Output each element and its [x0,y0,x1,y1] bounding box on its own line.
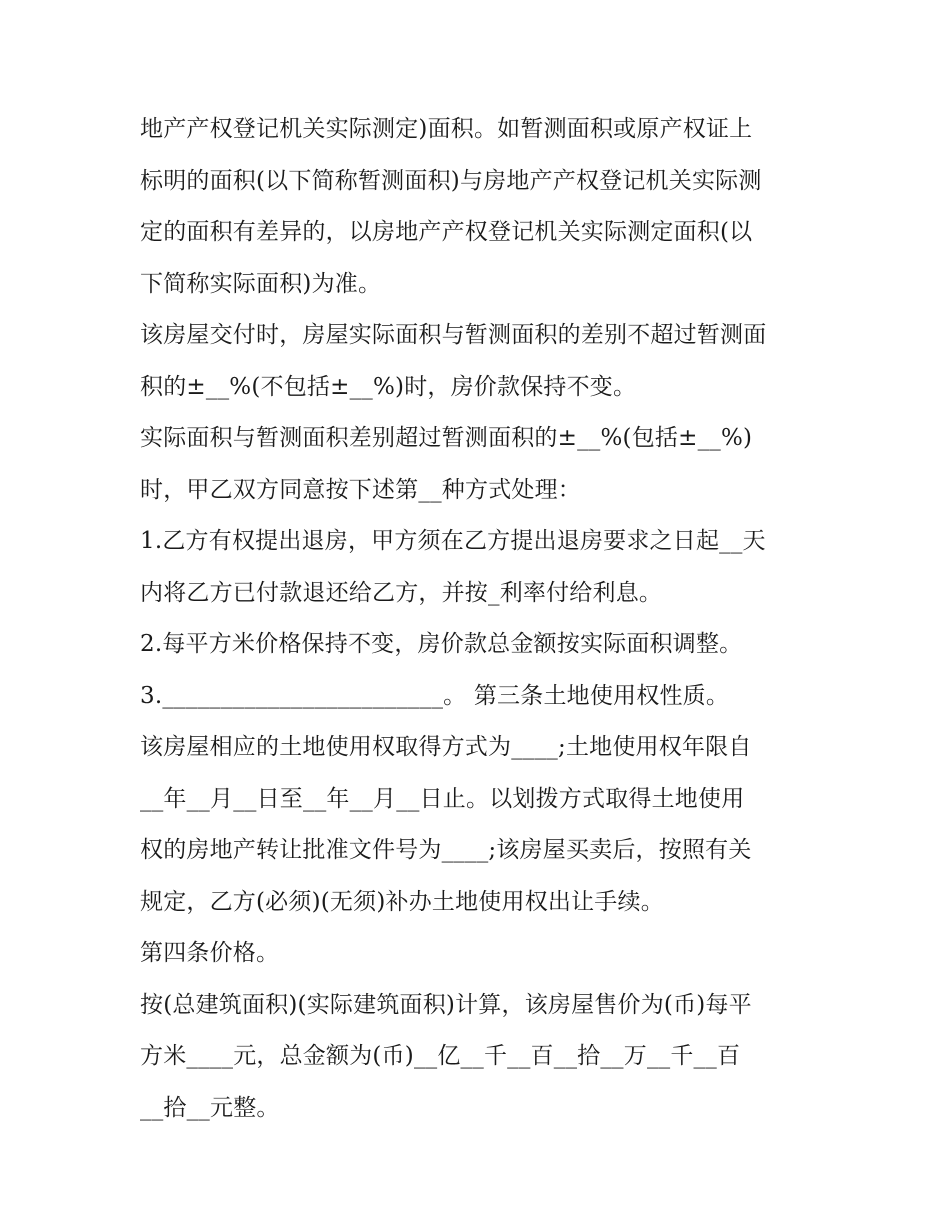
text-line: 积的±__%(不包括±__%)时，房价款保持不变。 [140,373,637,400]
text-line: 规定，乙方(必须)(无须)补办土地使用权出让手续。 [140,888,664,915]
text-line: 权的房地产转让批准文件号为____;该房屋买卖后，按照有关 [140,837,752,863]
text-line: 1.乙方有权提出退房，甲方须在乙方提出退房要求之日起__天 [140,528,766,554]
text-line: 内将乙方已付款退还给乙方，并按_利率付给利息。 [140,579,663,606]
document-body [140,104,820,1134]
text-line: 该房屋交付时，房屋实际面积与暂测面积的差别不超过暂测面 [140,322,767,348]
text-line: 3.________________________。 第三条土地使用权性质。 [140,682,730,709]
text-line: __拾__元整。 [140,1094,280,1121]
text-line: 下简称实际面积)为准。 [140,270,382,297]
text-line: 按(总建筑面积)(实际建筑面积)计算，该房屋售价为(币)每平 [140,991,752,1018]
text-line: 地产产权登记机关实际测定)面积。如暂测面积或原产权证上 [140,116,753,142]
text-line: 2.每平方米价格保持不变，房价款总金额按实际面积调整。 [140,631,743,657]
text-line: __年__月__日至__年__月__日止。以划拨方式取得土地使用 [140,785,745,812]
section-heading: 第四条价格。 [140,940,280,966]
text-line: 标明的面积(以下简称暂测面积)与房地产产权登记机关实际测 [140,167,762,194]
text-line: 方米____元，总金额为(币)__亿__千__百__拾__万__千__百 [140,1043,741,1069]
text-line: 该房屋相应的土地使用权取得方式为____;土地使用权年限自 [140,734,752,760]
text-line: 定的面积有差异的，以房地产产权登记机关实际测定面积(以 [140,219,753,245]
text-line: 时，甲乙双方同意按下述第__种方式处理： [140,476,581,503]
text-line: 实际面积与暂测面积差别超过暂测面积的±__%(包括±__%) [140,425,753,451]
